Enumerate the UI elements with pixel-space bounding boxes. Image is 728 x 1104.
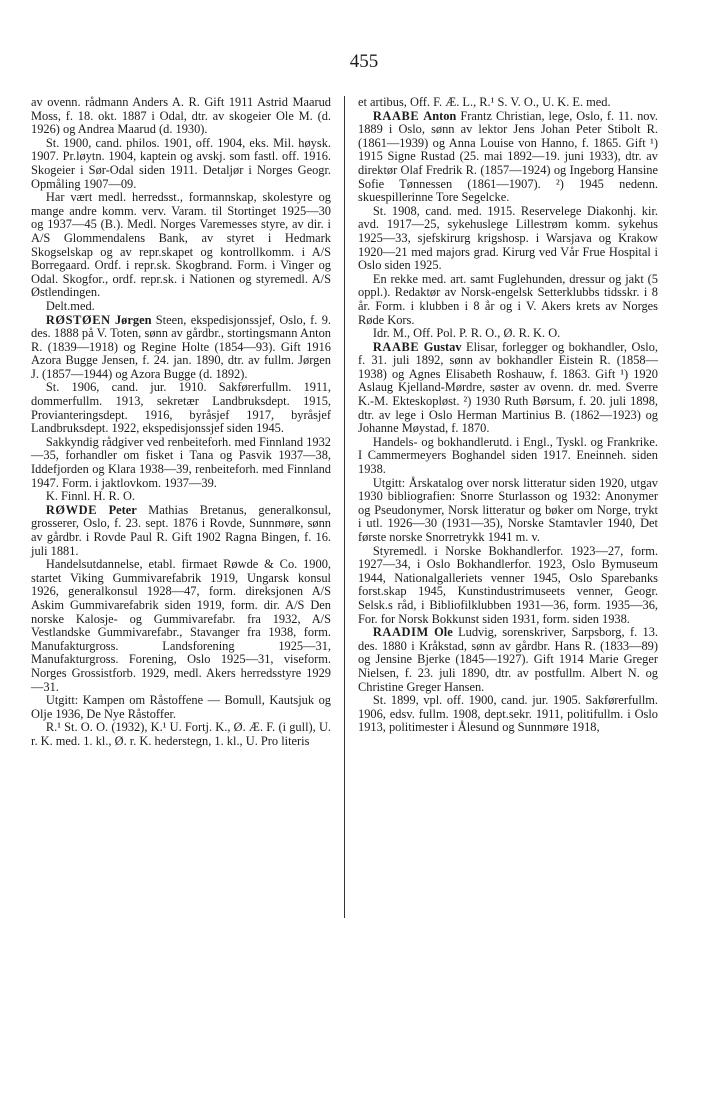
paragraph: St. 1908, cand. med. 1915. Reservelege Diakonhj. kir. avd. 1917—25, sykehuslege Lillestrøm komm. sykehus 1925—33, sjefskirurg krigshosp. i Warsjava og Krakow 1920—21 med majors grad. Kirurg ved Vår Frue Hospital i Oslo siden 1925. [358, 203, 658, 273]
entry-text: Frantz Christian, lege, Oslo, f. 11. nov. 1889 i Oslo, sønn av lektor Jens Johan Peter Stibolt R. (1861—1939) og Anna Louise von Hanno, f. 1865. Gift ¹) 1915 Signe Rustad (25. mai 1892—19. juni 1933), dtr. av direktør Olaf Fredrik R. (1857—1924) og Ingeborg Hansine Sofie Tønnessen (1861—1907). ²) 1945 nedenn. skuespillerinne Tore Segelcke. [358, 108, 658, 205]
continued-paragraph: av ovenn. rådmann Anders A. R. Gift 1911 Astrid Maarud Moss, f. 18. okt. 1887 i Odal, dtr. av skogeier Ole M. (d. 1926) og Andrea Maarud (d. 1930). [31, 95, 331, 137]
entry-text: Elisar, forlegger og bokhandler, Oslo, f. 31. juli 1892, sønn av bokhandler Eistein R. (1858—1938) og Agnes Elisabeth Roshauw, f. 1863. Gift ¹) 1920 Aslaug Kjelland-Mørdre, søster av ovenn. dr. med. Sverre K.-M. Ekteskopløst. ²) 1930 Ruth Børsum, f. 20. juli 1898, dtr. av lege i Oslo Herman Martinius B. (1862—1923) og Johanne Møystad, f. 1870. [358, 339, 658, 436]
entry-surname: RØWDE [45, 502, 98, 517]
biography-entry [358, 110, 658, 205]
paragraph: Idr. M., Off. Pol. P. R. O., Ø. R. K. O. [372, 326, 561, 341]
paragraph: K. Finnl. H. R. O. [45, 489, 136, 504]
biography-entry [358, 626, 658, 694]
paragraph: Har vært medl. herredsst., formannskap, skolestyre og mange andre komm. verv. Varam. til Stortinget 1925—30 og 1937—45 (B.). Medl. Norges Varemesses styre, av dir. i A/S Glommendalens Bank, av styret i Hedmark Skogselskap og av repr.skapet og kontrollkomm. i A/S Borregaard. Ordf. i repr.sk. Skogbrand. Form. i Vinger og Odal. Skogfor., ordf. repr.sk. i Nationen og styremedl. A/S Østlendingen. [31, 190, 331, 300]
paragraph: Utgitt: Årskatalog over norsk litteratur siden 1920, utgav 1930 bibliografien: Snorre Sturlasson og 1932: Anonymer og Pseudonymer, Norsk litteratur og bøker om Norge, trykt i utl. 1926—30 (1931—35), Norske Stamtavler 1940, Det første norske Snorretrykk 1941 m. v. [358, 475, 658, 544]
page-number: 455 [349, 51, 379, 72]
entry-given-name: Ole [434, 625, 453, 640]
paragraph: St. 1900, cand. philos. 1901, off. 1904, eks. Mil. høysk. 1907. Pr.løytn. 1904, kaptein og avskj. som fastl. off. 1916. Skogeier i Sør-Odal siden 1911. Detaljør i Norges Geogr. Opmåling 1907—09. [31, 135, 331, 191]
biography-entry [31, 314, 331, 382]
entry-given-name: Peter [108, 502, 137, 517]
paragraph: St. 1899, vpl. off. 1900, cand. jur. 1905. Sakførerfullm. 1906, edsv. fullm. 1908, dept.sekr. 1911, politifullm. i Oslo 1913, politimester i Ålesund og Sunnmøre 1918, [358, 693, 658, 735]
paragraph: St. 1906, cand. jur. 1910. Sakførerfullm. 1911, dommerfullm. 1913, sekretær Landbruksdept. 1915, Provianteringsdept. 1916, byråsjef 1917, byråsjef Landbruksdept. 1922, ekspedisjonssjef siden 1945. [31, 380, 331, 436]
paragraph: Sakkyndig rådgiver ved renbeiteforh. med Finnland 1932—35, forhandler om fisket i Tana og Pasvik 1937—38, Iddefjorden og Klara 1938—39, renbeiteforh. med Finnland 1947. Form. i jaktlovkom. 1937—39. [31, 434, 331, 490]
paragraph: Handelsutdannelse, etabl. firmaet Røwde & Co. 1900, startet Viking Gummivarefabrik 1919, Ungarsk konsul 1926, generalkonsul 1928—47, form. direksjonen A/S Askim Gummivarefabrik siden 1919, form. dir. A/S Den norske Kalosje- og Gummivarefabr. fra 1932, A/S Vestlandske Gummivarefabr., Stavanger fra 1938, form. Manufakturgross. Landsforening 1925—31, Manufakturgross. Forening, Oslo 1925—31, viseform. Norges Grossistforb. 1929, medl. Akers herredsstyre 1929—31. [31, 557, 331, 694]
entry-text: Ludvig, sorenskriver, Sarpsborg, f. 13. des. 1880 i Kråkstad, sønn av gårdbr. Hans R. (1833—89) og Jensine Bjerke (1845—1927). Gift 1914 Marie Greger Nielsen, f. 23. juli 1890, dtr. av postfullm. Albert N. og Christine Greger Hansen. [358, 625, 658, 694]
entry-text: Steen, ekspedisjonssjef, Oslo, f. 9. des. 1888 på V. Toten, sønn av gårdbr., stortingsmann Anton R. (1839—1918) og Regine Holte (1854—93). Gift 1916 Azora Bugge Jensen, f. 24. jan. 1890, dtr. av fullm. Jørgen J. (1857—1944) og Azora Bugge (d. 1892). [31, 312, 331, 381]
entry-surname: RØSTØEN [45, 312, 111, 327]
paragraph: Styremedl. i Norske Bokhandlerfor. 1923—27, form. 1927—34, i Oslo Bokhandlerfor. 1923, Oslo Bymuseum 1944, Nationalgalleriets venner 1945, Oslo Sparebanks forst.skap 1945, Kunstindustrimuseets venner, Geogr. Selsk.s råd, i Bibliofilklubben 1931—36, form. 1935—36, For. for Norsk Bokkunst siden 1931, form. siden 1938. [358, 543, 658, 626]
entry-given-name: Gustav [423, 339, 462, 354]
column-divider [344, 96, 345, 918]
paragraph: Utgitt: Kampen om Råstoffene — Bomull, Kautsjuk og Olje 1936, De Nye Råstoffer. [31, 693, 331, 721]
paragraph: Handels- og bokhandlerutd. i Engl., Tyskl. og Frankrike. I Cammermeyers Boghandel siden 1917. Eneinneh. siden 1938. [358, 434, 658, 477]
biography-entry [31, 504, 331, 558]
entry-surname: RAADIM [372, 625, 429, 640]
paragraph: Delt.med. [45, 298, 95, 313]
biography-entry [358, 341, 658, 436]
right-column [358, 96, 658, 735]
paragraph: R.¹ St. O. O. (1932), K.¹ U. Fortj. K., Ø. Æ. F. (i gull), U. r. K. med. 1. kl., Ø. r. K. hederstegn, 1. kl., U. Pro literis [31, 720, 331, 748]
entry-given-name: Jørgen [114, 312, 152, 327]
left-column [31, 96, 331, 749]
paragraph: En rekke med. art. samt Fuglehunden, dressur og jakt (5 oppl.). Redaktør av Norsk-engelsk Setterklubbs tidsskr. i 8 år. Form. i klubben i 8 år og i V. Akers krets av Norges Røde Kors. [358, 271, 658, 327]
entry-surname: RAABE [372, 339, 420, 354]
continued-paragraph: et artibus, Off. F. Æ. L., R.¹ S. V. O., U. K. E. med. [358, 95, 611, 109]
entry-text: Mathias Bretanus, generalkonsul, grosserer, Oslo, f. 23. sept. 1876 i Rovde, Sunnmøre, sønn av gårdbr. i Rovde Paul R. Gift 1902 Ragna Bingen, f. 16. juli 1881. [31, 502, 331, 558]
entry-given-name: Anton [423, 108, 457, 123]
entry-surname: RAABE [372, 108, 420, 123]
